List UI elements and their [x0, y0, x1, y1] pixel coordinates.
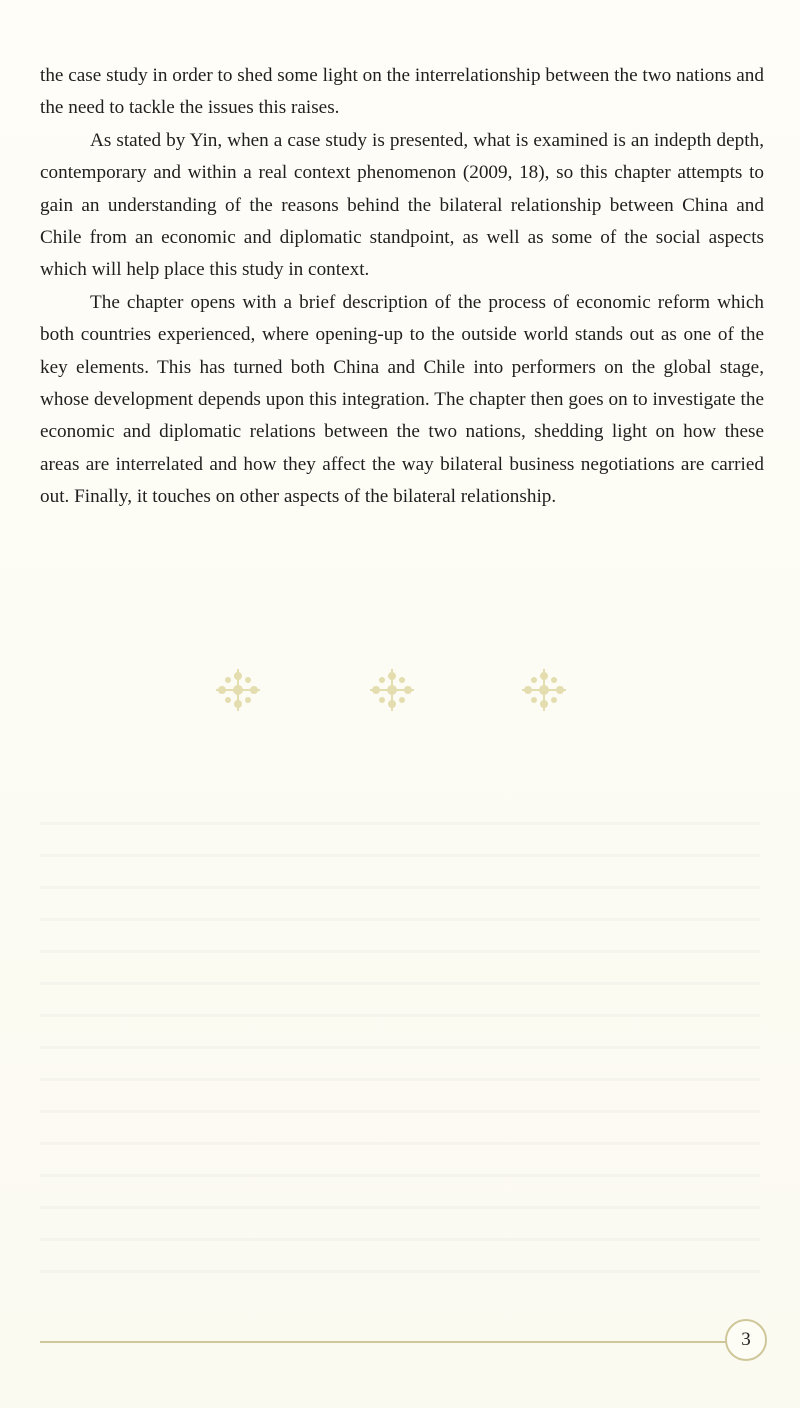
footer-rule: [40, 1341, 726, 1343]
paragraph-3: The chapter opens with a brief description of the process of economic reform which both countries experienced, where opening-up to the outside world stands out as one of the key elements. This has turned both China and Chile into performers on the global stage, whose development depends upon this integration. The chapter then goes on to investigate the economic and diplomatic relations between the two nations, shedding light on how these areas are interrelated and how they affect the way bilateral business negotiations are carried out. Finally, it touches on other aspects of the bilateral relationship.: [40, 291, 764, 508]
ornament-icon: [520, 668, 568, 712]
page-number-text: 3: [741, 1329, 751, 1350]
body-text: [40, 60, 764, 514]
show-through-texture: [40, 800, 760, 1280]
ornament-icon: [368, 668, 416, 712]
paragraph-1: the case study in order to shed some light on the interrelationship between the two nations and the need to tackle the issues this raises.: [40, 65, 764, 119]
paragraph-2: As stated by Yin, when a case study is presented, what is examined is an indepth depth, contemporary and within a real context phenomenon (2009, 18), so this chapter attempts to gain an understanding of the reasons behind the bilateral relationship between China and Chile from an economic and diplomatic standpoint, as well as some of the social aspects which will help place this study in context.: [40, 129, 764, 281]
section-ornaments: [0, 668, 800, 712]
page-number: [725, 1319, 767, 1361]
ornament-icon: [214, 668, 262, 712]
